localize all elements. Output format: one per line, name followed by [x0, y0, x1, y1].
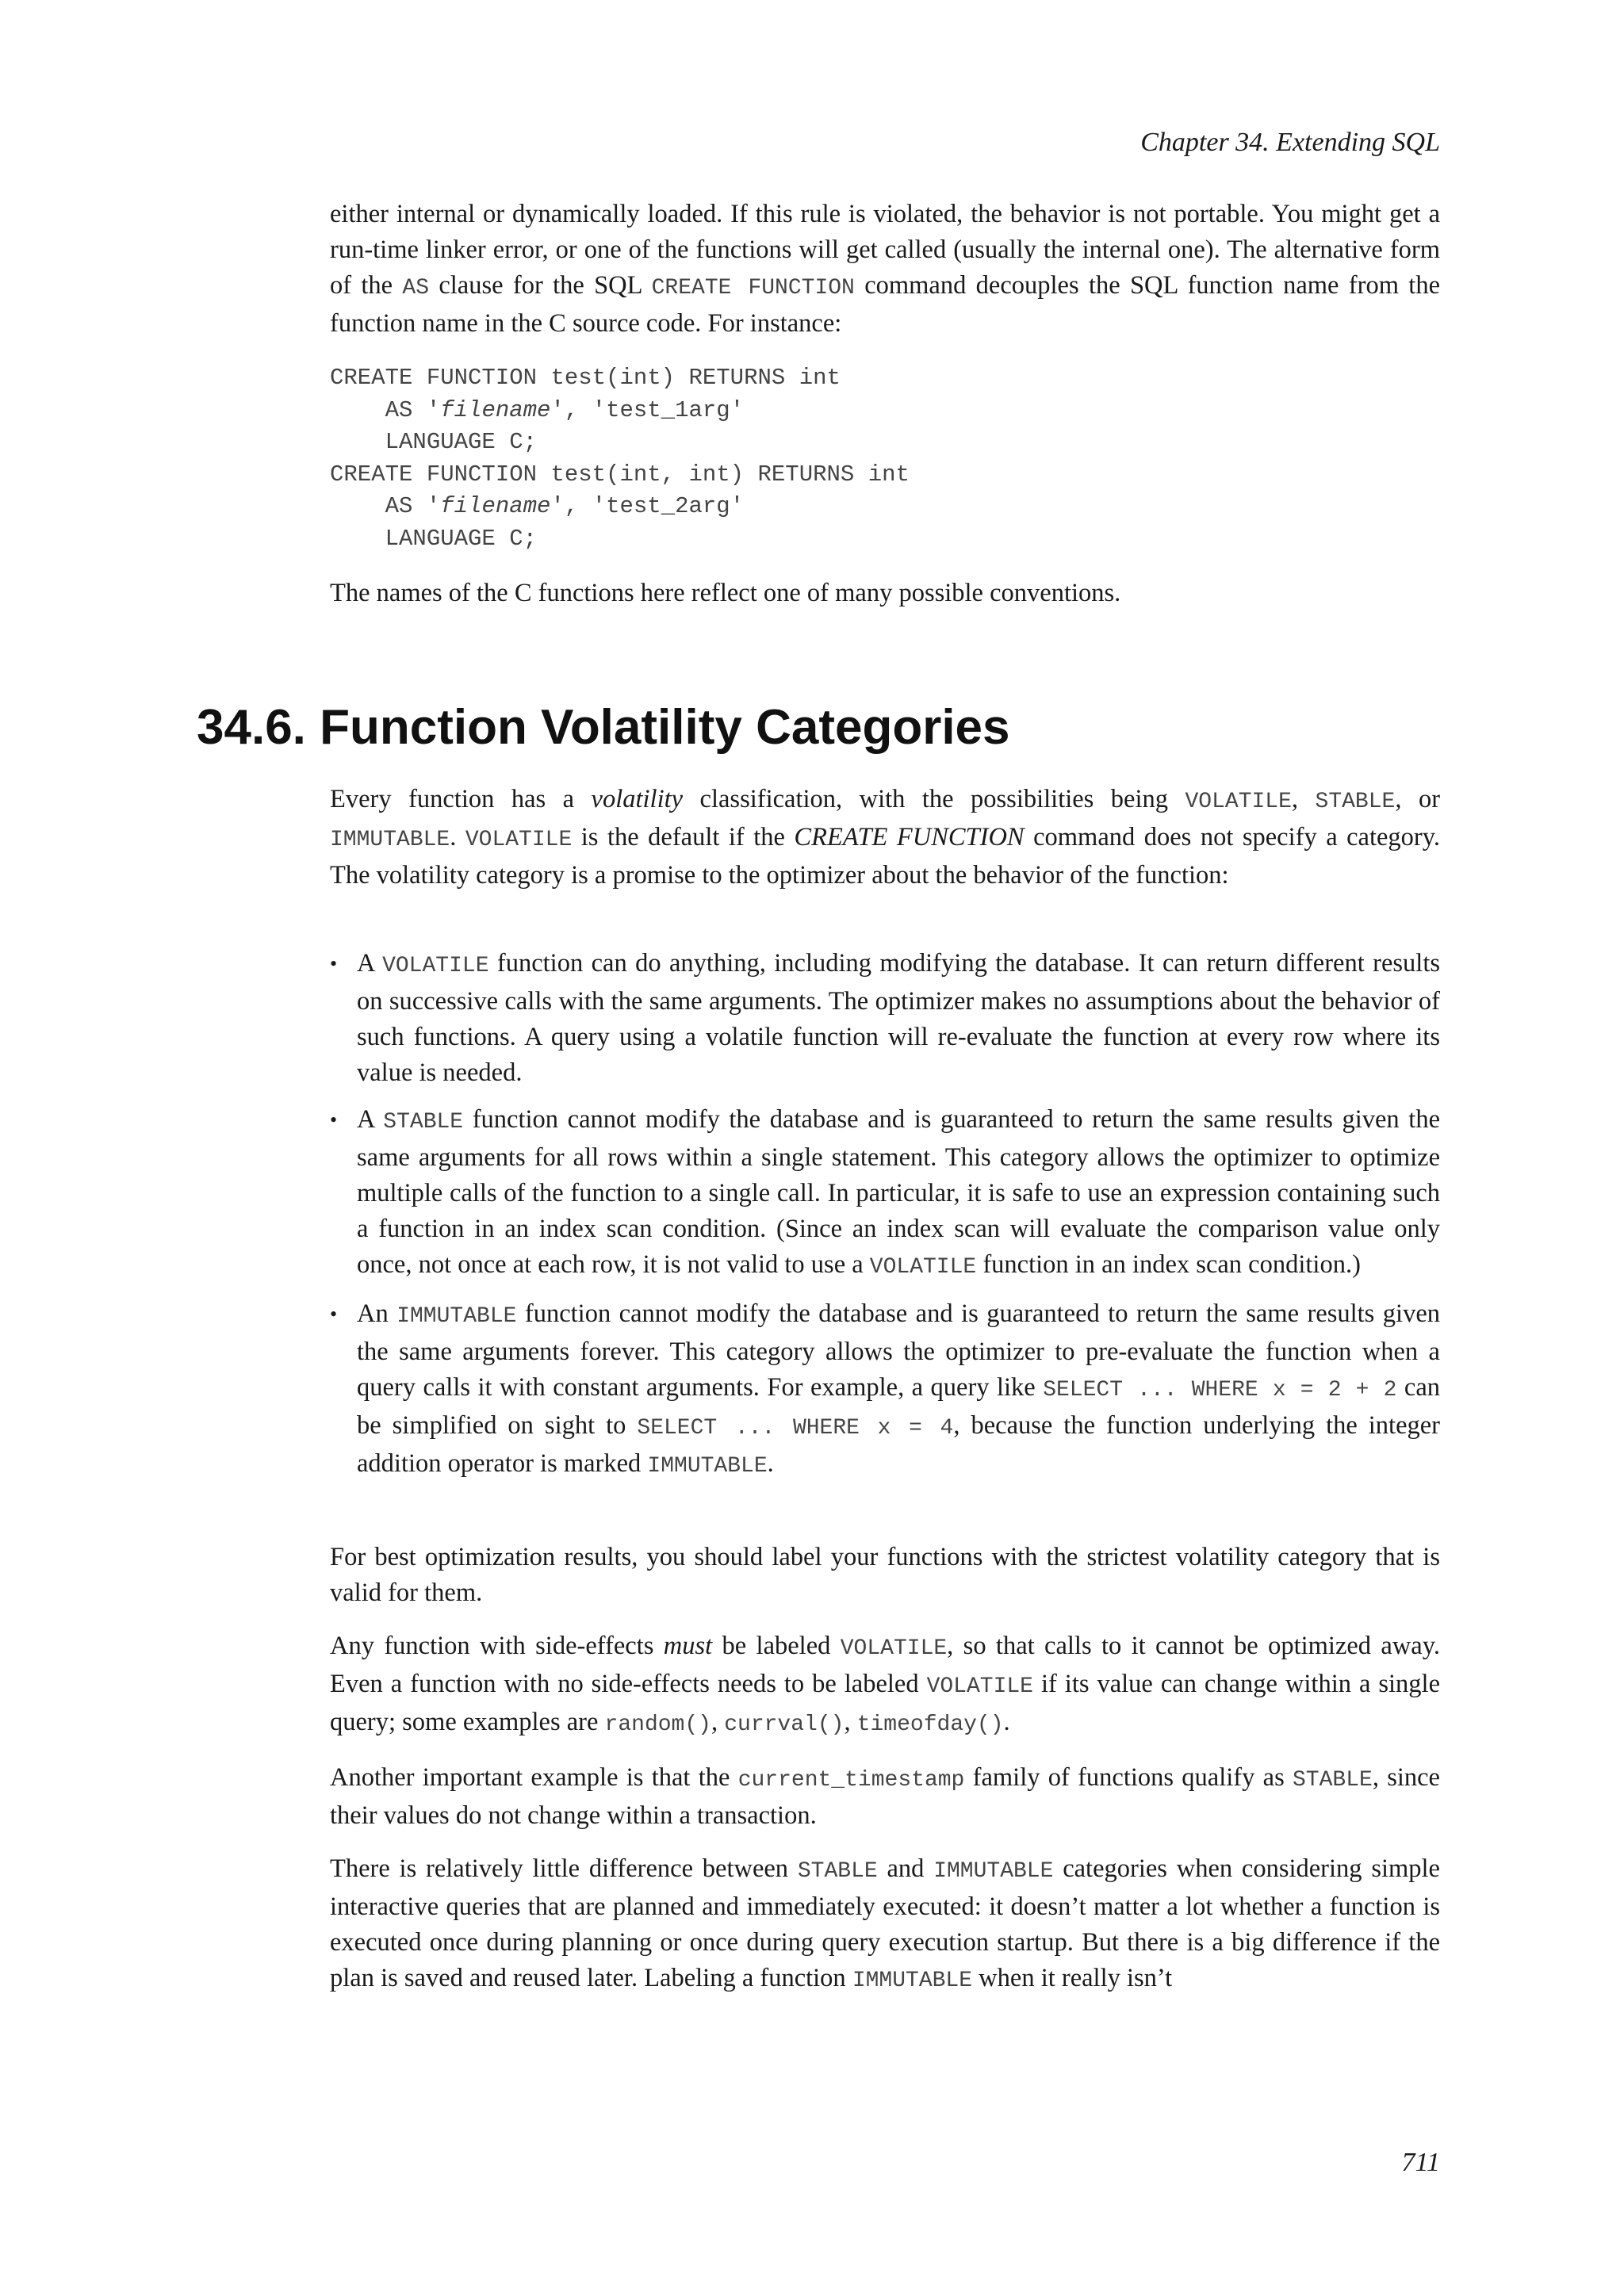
bullet-icon: • [330, 1303, 338, 1326]
text-run: , because the function underlying the integer addition operator is marked [357, 1411, 1440, 1478]
list-item-stable [330, 1102, 1440, 1285]
text-run: , or [1395, 785, 1441, 813]
code-line: LANGUAGE C; [330, 525, 538, 552]
emphasis: must [663, 1632, 713, 1660]
inline-code: VOLATILE [926, 1674, 1033, 1699]
list-item-volatile [330, 946, 1440, 1091]
text-run: . [450, 823, 465, 851]
inline-code: IMMUTABLE [933, 1859, 1054, 1884]
volatility-list [330, 946, 1440, 1484]
code-placeholder: filename [440, 493, 551, 519]
text-run: function can do anything, including modifying the database. It can return different results on successive calls with the same arguments. The optimizer makes no assumptions about the behavior of such functions. A query using a volatile function will re-evaluate the function at every row where its value is needed. [357, 949, 1440, 1087]
text-run: command does not specify a category. The volatility category is a promise to the optimizer about the behavior of the function: [330, 823, 1441, 890]
text-run: , [710, 1708, 725, 1736]
inline-code: AS [402, 276, 430, 300]
page-number: 711 [1401, 2148, 1440, 2177]
section-body [330, 782, 1440, 2016]
text-run: . [1003, 1708, 1010, 1736]
text-run: and [877, 1854, 934, 1883]
code-text: ', 'test_1arg' [550, 396, 745, 423]
text-run: , [844, 1708, 857, 1736]
text-run: An [357, 1299, 397, 1328]
chapter-header: Chapter 34. Extending SQL [1140, 128, 1440, 157]
inline-code: STABLE [383, 1110, 464, 1135]
inline-code: timeofday() [856, 1712, 1004, 1737]
inline-code: IMMUTABLE [396, 1304, 517, 1329]
text-run: function cannot modify the database and is guaranteed to return the same results given the same arguments forever. This category allows the optimizer to pre-evaluate the function when a query calls it with constant arguments. For example, a query like [357, 1299, 1440, 1402]
inline-code: VOLATILE [1185, 790, 1292, 814]
inline-code: STABLE [1315, 790, 1396, 814]
text-run: if its value can change within a single query; some examples are [330, 1670, 1440, 1736]
inline-code: current_timestamp [737, 1768, 965, 1793]
inline-code: IMMUTABLE [852, 1969, 973, 1993]
inline-code: IMMUTABLE [330, 828, 450, 852]
text-run: Another important example is that the [330, 1763, 738, 1792]
code-text: AS ' [330, 396, 441, 423]
section-intro-paragraph [330, 782, 1440, 894]
intro-closing-paragraph: The names of the C functions here reflect one of many possible conventions. [330, 579, 1121, 607]
inline-code: CREATE FUNCTION [651, 276, 855, 300]
code-text: ', 'test_2arg' [550, 493, 745, 519]
inline-code: random() [604, 1712, 711, 1737]
code-placeholder: filename [440, 396, 551, 423]
inline-code: VOLATILE [869, 1255, 977, 1280]
text-run: , since their values do not change within a transaction. [330, 1763, 1440, 1830]
emphasis: CREATE FUNCTION [794, 823, 1025, 851]
text-run: , so that calls to it cannot be optimized away. Even a function with no side-effects needs to be labeled [330, 1632, 1440, 1698]
text-run: clause for the SQL [429, 271, 652, 300]
bullet-icon: • [330, 952, 338, 975]
inline-code: IMMUTABLE [647, 1454, 768, 1479]
body-paragraph [330, 1760, 1440, 1834]
list-item-immutable [330, 1296, 1440, 1484]
emphasis: volatility [591, 785, 684, 813]
text-run: is the default if the [572, 823, 795, 851]
inline-code: STABLE [1292, 1768, 1373, 1793]
inline-code: SELECT ... WHERE x = 2 + 2 [1043, 1378, 1397, 1402]
text-run: command decouples the SQL function name from the function name in the C source code. For instance: [330, 271, 1441, 338]
text-run: A [357, 949, 383, 978]
code-line [330, 395, 1440, 427]
inline-code: VOLATILE [840, 1636, 948, 1661]
text-run: Every function has a [330, 785, 592, 813]
text-run: Any function with side-effects [330, 1632, 664, 1660]
inline-code: SELECT ... WHERE x = 4 [637, 1416, 954, 1441]
code-line: CREATE FUNCTION test(int, int) RETURNS int [330, 461, 910, 488]
text-run: classification, with the possibilities being [683, 785, 1185, 813]
text-run: function in an index scan condition.) [976, 1250, 1361, 1279]
text-run: be labeled [712, 1632, 841, 1660]
text-run: categories when considering simple interactive queries that are planned and immediately executed: it doesn’t matter a lot whether a function is executed once during planning or once during query execution startup. But there is a big difference if the plan is saved and reused later. Labeling a function [330, 1854, 1440, 1992]
code-line [330, 491, 1440, 523]
code-line: CREATE FUNCTION test(int) RETURNS int [330, 365, 841, 391]
inline-code: currval() [724, 1712, 845, 1737]
text-run: . [767, 1449, 774, 1478]
text-run: function cannot modify the database and is guaranteed to return the same results given the same arguments for all rows within a single statement. This category allows the optimizer to optimize multiple calls of the function to a single call. In particular, it is safe to use an expression containing such a function in an index scan condition. (Since an index scan will evaluate the comparison value only once, not once at each row, it is not valid to use a [357, 1105, 1440, 1279]
code-text: AS ' [330, 493, 441, 519]
intro-paragraph [330, 197, 1440, 342]
text-run: when it really isn’t [972, 1964, 1173, 1992]
body-paragraph [330, 1851, 1440, 1999]
text-run: , [1291, 785, 1316, 813]
code-line: LANGUAGE C; [330, 429, 538, 455]
text-run: A [357, 1105, 384, 1134]
text-run: can be simplified on sight to [357, 1373, 1440, 1440]
text-run: either internal or dynamically loaded. If this rule is violated, the behavior is not portable. You might get a run-time linker error, or one of the functions will get called (usually the internal one). The alternative form of the [330, 200, 1440, 300]
text-run: There is relatively little difference between [330, 1854, 798, 1883]
section-title: 34.6. Function Volatility Categories [197, 700, 1010, 755]
inline-code: VOLATILE [382, 954, 489, 978]
bullet-icon: • [330, 1108, 338, 1131]
text-run: family of functions qualify as [964, 1763, 1293, 1792]
inline-code: VOLATILE [465, 828, 573, 852]
inline-code: STABLE [797, 1859, 878, 1884]
code-example [330, 362, 1440, 555]
intro-block [330, 197, 1440, 629]
body-paragraph [330, 1628, 1440, 1743]
body-paragraph: For best optimization results, you should label your functions with the strictest volatility category that is valid for them. [330, 1543, 1440, 1607]
